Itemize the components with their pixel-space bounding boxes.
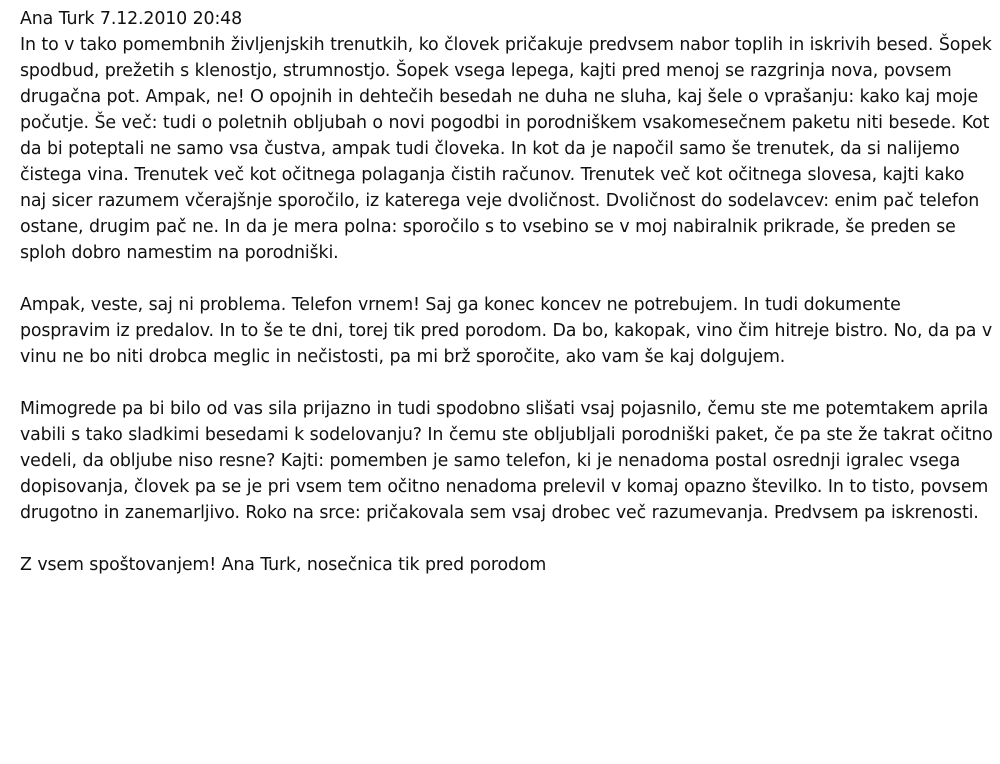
paragraph-3: Mimogrede pa bi bilo od vas sila prijazno in tudi spodobno slišati vsaj pojasnilo, čemu ste me potemtakem aprila vabili s tako sladkimi besedami k sodelovanju? In čemu ste obljubljali porodniški paket, če pa ste že takrat očitno vedeli, da obljube niso resne? Kajti: pomemben je samo telefon, ki je nenadoma postal osrednji igralec vsega dopisovanja, človek pa se je pri vsem tem očitno nenadoma prelevil v komaj opazno številko. In to tisto, povsem drugotno in zanemarljivo. Roko na srce: pričakovala sem vsaj drobec več razumevanja. Predvsem pa iskrenosti. xyxy=(20,399,993,523)
post-timestamp: 7.12.2010 20:48 xyxy=(99,9,243,29)
author-name: Ana Turk xyxy=(20,9,95,29)
paragraph-2: Ampak, veste, saj ni problema. Telefon vrnem! Saj ga konec koncev ne potrebujem. In tudi dokumente pospravim iz predalov. In to še te dni, torej tik pred porodom. Da bo, kakopak, vino čim hitreje bistro. No, da pa v vinu ne bo niti drobca meglic in nečistosti, pa mi brž sporočite, ako vam še kaj dolgujem. xyxy=(20,295,993,367)
paragraph-gap xyxy=(20,526,995,552)
paragraph-gap xyxy=(20,370,995,396)
signature-line: Z vsem spoštovanjem! Ana Turk, nosečnica tik pred porodom xyxy=(20,555,547,575)
letter-body xyxy=(20,6,995,578)
paragraph-gap xyxy=(20,266,995,292)
post-header xyxy=(20,6,995,32)
paragraph-1: In to v tako pomembnih življenjskih trenutkih, ko človek pričakuje predvsem nabor toplih in iskrivih besed. Šopek spodbud, prežetih s klenostjo, strumnostjo. Šopek vsega lepega, kajti pred menoj se razgrinja nova, povsem drugačna pot. Ampak, ne! O opojnih in dehtečih besedah ne duha ne sluha, kaj šele o vprašanju: kako kaj moje počutje. Še več: tudi o poletnih obljubah o novi pogodbi in porodniškem vsakomesečnem paketu niti besede. Kot da bi poteptali ne samo vsa čustva, ampak tudi človeka. In kot da je napočil samo še trenutek, da si nalijemo čistega vina. Trenutek več kot očitnega polaganja čistih računov. Trenutek več kot očitnega slovesa, kajti kako naj sicer razumem včerajšnje sporočilo, iz katerega veje dvoličnost. Dvoličnost do sodelavcev: enim pač telefon ostane, drugim pač ne. In da je mera polna: sporočilo s to vsebino se v moj nabiralnik prikrade, še preden se sploh dobro namestim na porodniški. xyxy=(20,35,992,263)
